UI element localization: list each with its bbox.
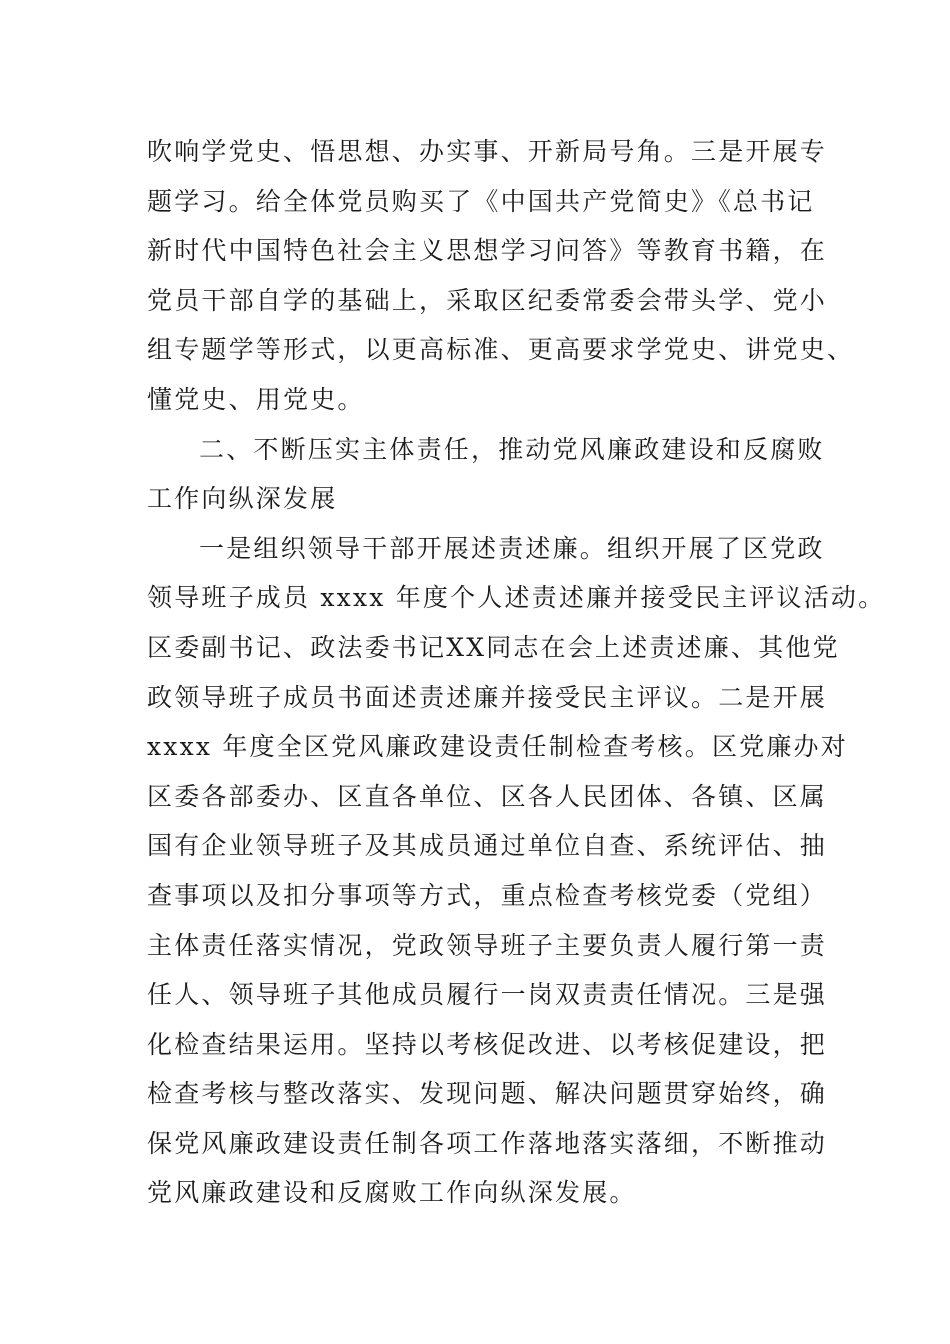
section-heading-line: 工作向纵深发展 — [147, 484, 338, 514]
text-line: 查事项以及扣分事项等方式，重点检查考核党委（党组） — [147, 880, 828, 910]
text-line: 懂党史、用党史。 — [147, 384, 365, 414]
text-line: 领导班子成员 xxxx 年度个人述责述廉并接受民主评议活动。 — [147, 583, 886, 613]
document-body — [147, 127, 886, 1218]
text-line: 化检查结果运用。坚持以考核促改进、以考核促建设，把 — [147, 1029, 828, 1059]
text-line: 题学习。给全体党员购买了《中国共产党简史》《总书记 — [147, 186, 815, 216]
text-line: 保党风廉政建设责任制各项工作落地落实落细，不断推动 — [147, 1128, 828, 1158]
text-line: 任人、领导班子其他成员履行一岗双责责任情况。三是强 — [147, 980, 828, 1010]
text-line: 党员干部自学的基础上，采取区纪委常委会带头学、党小 — [147, 285, 828, 315]
text-line: 新时代中国特色社会主义思想学习问答》等教育书籍，在 — [147, 236, 828, 266]
text-line: xxxx 年度全区党风廉政建设责任制检查考核。区党廉办对 — [147, 732, 848, 762]
text-line: 区委各部委办、区直各单位、区各人民团体、各镇、区属 — [147, 781, 828, 811]
text-line: 组专题学等形式，以更高标准、更高要求学党史、讲党史、 — [147, 335, 855, 365]
text-line: 检查考核与整改落实、发现问题、解决问题贯穿始终，确 — [147, 1079, 828, 1109]
text-line: 党风廉政建设和反腐败工作向纵深发展。 — [147, 1178, 637, 1208]
text-line: 一是组织领导干部开展述责述廉。组织开展了区党政 — [199, 533, 825, 563]
text-line: 主体责任落实情况，党政领导班子主要负责人履行第一责 — [147, 930, 828, 960]
section-heading-line: 二、不断压实主体责任，推动党风廉政建设和反腐败 — [199, 434, 825, 464]
text-line: 吹响学党史、悟思想、办实事、开新局号角。三是开展专 — [147, 137, 828, 166]
text-line: 国有企业领导班子及其成员通过单位自查、系统评估、抽 — [147, 831, 828, 861]
text-line: 政领导班子成员书面述责述廉并接受民主评议。二是开展 — [147, 682, 828, 712]
text-line: 区委副书记、政法委书记XX同志在会上述责述廉、其他党 — [147, 632, 840, 662]
